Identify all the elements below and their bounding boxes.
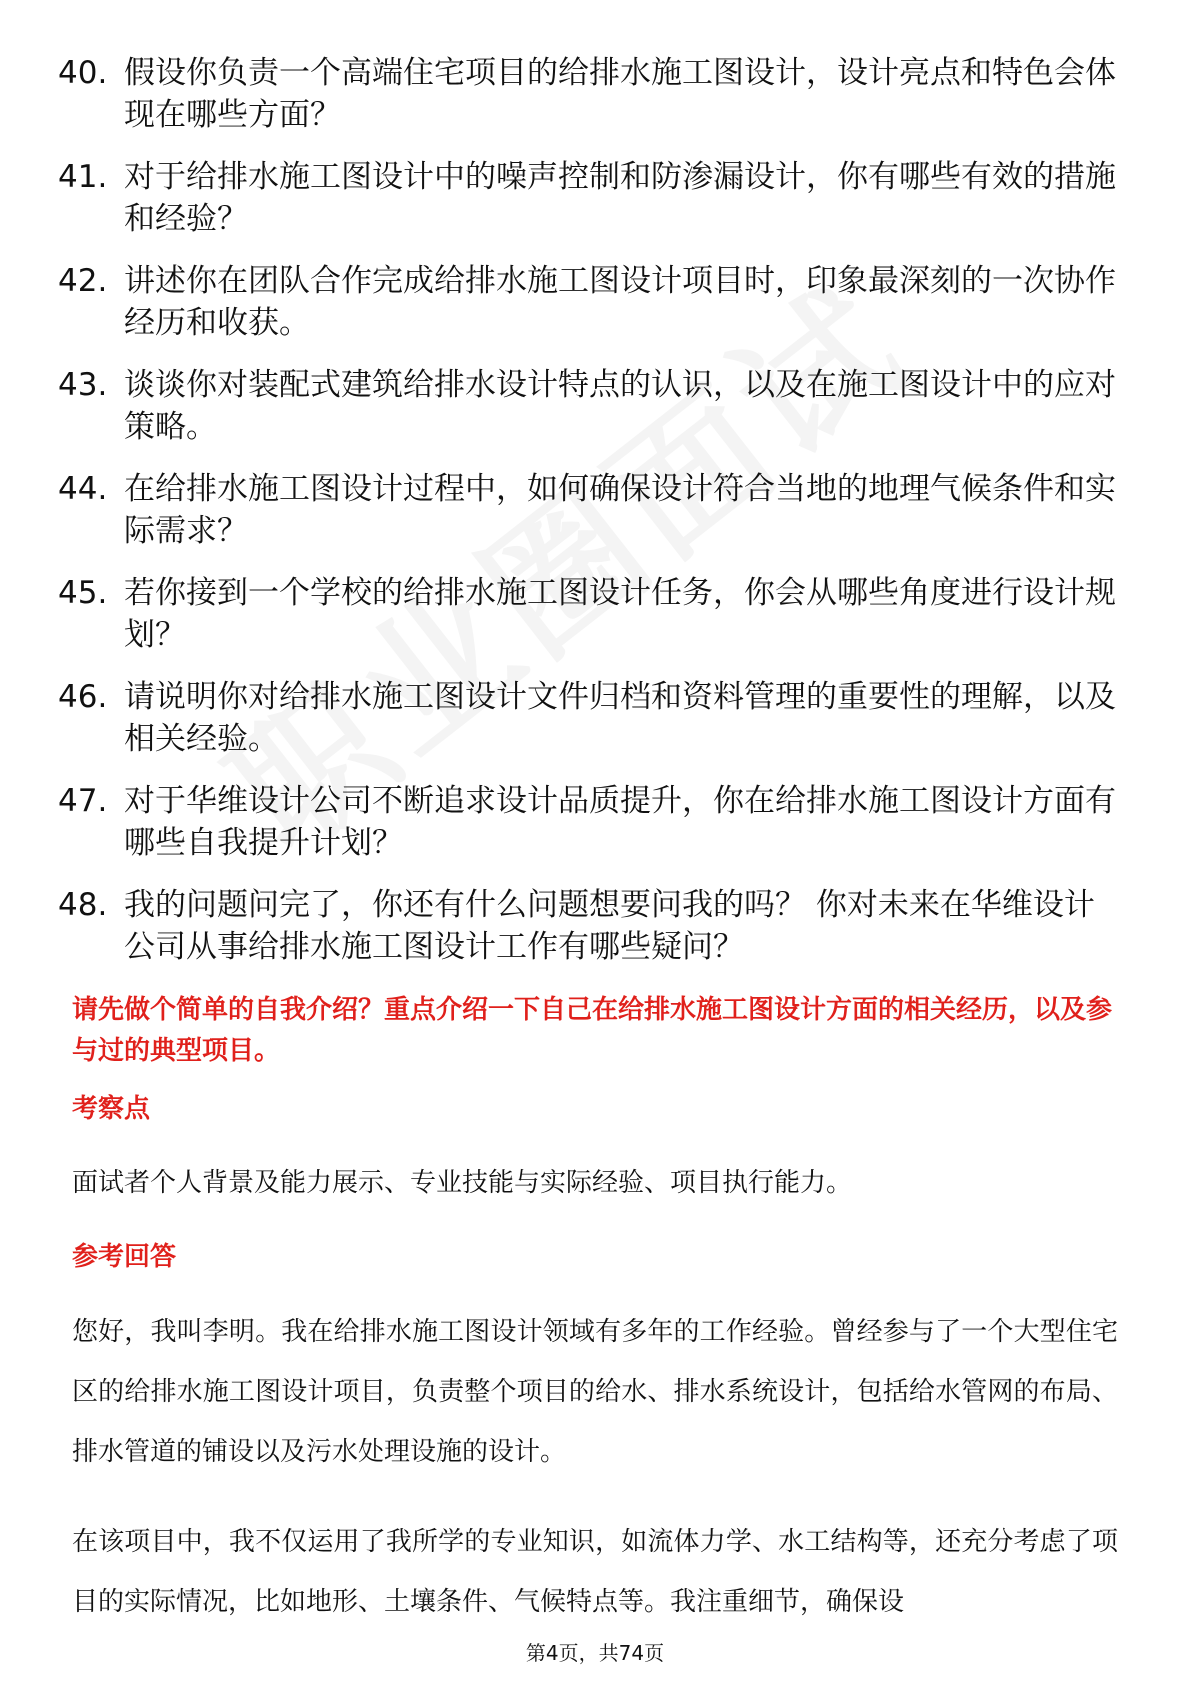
question-item bbox=[58, 156, 1118, 240]
question-item bbox=[58, 572, 1118, 656]
question-text: 假设你负责一个高端住宅项目的给排水施工图设计，设计亮点和特色会体现在哪些方面？ bbox=[124, 55, 1116, 133]
question-number: 46. bbox=[58, 679, 108, 715]
question-text: 谈谈你对装配式建筑给排水设计特点的认识，以及在施工图设计中的应对策略。 bbox=[124, 367, 1116, 445]
question-item bbox=[58, 780, 1118, 864]
question-text: 讲述你在团队合作完成给排水施工图设计项目时，印象最深刻的一次协作经历和收获。 bbox=[124, 263, 1116, 341]
question-text: 对于华维设计公司不断追求设计品质提升，你在给排水施工图设计方面有哪些自我提升计划？ bbox=[124, 783, 1116, 861]
focus-text: 面试者个人背景及能力展示、专业技能与实际经验、项目执行能力。 bbox=[72, 1168, 853, 1198]
question-text: 请说明你对给排水施工图设计文件归档和资料管理的重要性的理解，以及相关经验。 bbox=[124, 679, 1116, 757]
question-text: 我的问题问完了，你还有什么问题想要问我的吗？ 你对未来在华维设计公司从事给排水施工图设计工作有哪些疑问？ bbox=[124, 887, 1095, 965]
featured-question: 请先做个简单的自我介绍？重点介绍一下自己在给排水施工图设计方面的相关经历，以及参与过的典型项目。 bbox=[72, 995, 1113, 1066]
page-footer: 第4页，共74页 bbox=[525, 1641, 665, 1665]
answer-paragraph: 您好，我叫李明。我在给排水施工图设计领域有多年的工作经验。曾经参与了一个大型住宅区的给排水施工图设计项目，负责整个项目的给水、排水系统设计，包括给水管网的布局、排水管道的铺设以及污水处理设施的设计。 bbox=[72, 1317, 1118, 1467]
question-item bbox=[58, 260, 1118, 344]
question-text: 对于给排水施工图设计中的噪声控制和防渗漏设计，你有哪些有效的措施和经验？ bbox=[124, 159, 1116, 237]
question-number: 47. bbox=[58, 783, 108, 819]
question-number: 45. bbox=[58, 575, 108, 611]
question-item bbox=[58, 468, 1118, 552]
question-number: 48. bbox=[58, 887, 108, 923]
question-number: 44. bbox=[58, 471, 108, 507]
question-item bbox=[58, 364, 1118, 448]
question-item bbox=[58, 52, 1118, 136]
question-item bbox=[58, 884, 1118, 968]
question-text: 若你接到一个学校的给排水施工图设计任务，你会从哪些角度进行设计规划？ bbox=[124, 575, 1116, 653]
focus-label: 考察点 bbox=[72, 1094, 151, 1124]
question-text: 在给排水施工图设计过程中，如何确保设计符合当地的地理气候条件和实际需求？ bbox=[124, 471, 1116, 549]
question-number: 43. bbox=[58, 367, 108, 403]
question-number: 40. bbox=[58, 55, 108, 91]
question-item bbox=[58, 676, 1118, 760]
question-list bbox=[58, 52, 1118, 988]
question-number: 42. bbox=[58, 263, 108, 299]
question-number: 41. bbox=[58, 159, 108, 195]
answer-paragraph: 在该项目中，我不仅运用了我所学的专业知识，如流体力学、水工结构等，还充分考虑了项目的实际情况，比如地形、土壤条件、气候特点等。我注重细节，确保设 bbox=[72, 1527, 1118, 1617]
answer-label: 参考回答 bbox=[72, 1242, 177, 1272]
